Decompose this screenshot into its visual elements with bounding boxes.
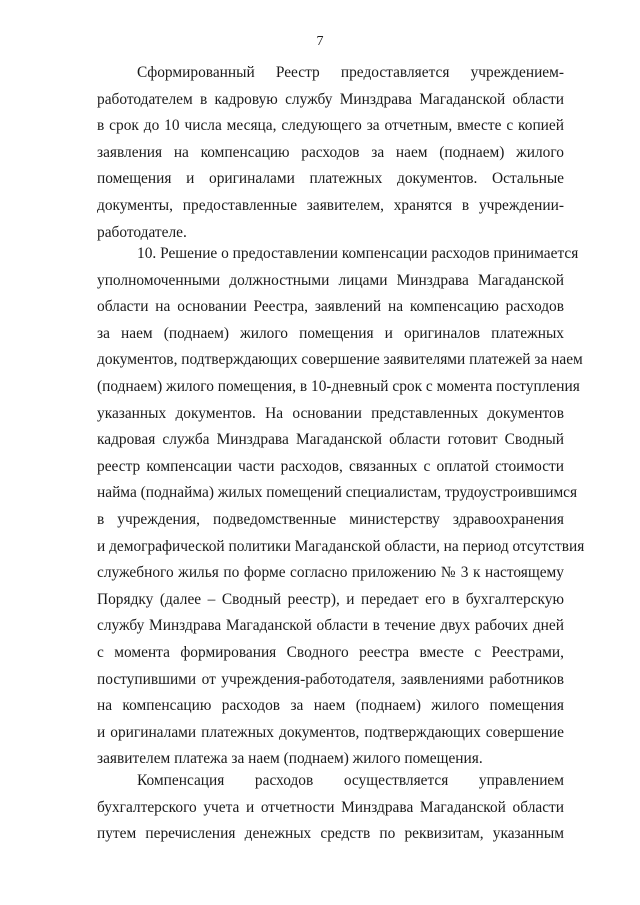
paragraph-2-line: кадровая служба Минздрава Магаданской области готовит Сводный — [97, 431, 564, 449]
paragraph-2-line: службу Минздрава Магаданской области в течение двух рабочих дней — [97, 617, 564, 635]
paragraph-2-line: уполномоченными должностными лицами Минздрава Магаданской — [97, 271, 564, 289]
paragraph-1-line: в срок до 10 числа месяца, следующего за отчетным, вместе с копией — [97, 117, 564, 135]
paragraph-2-line: служебного жилья по форме согласно приложению № 3 к настоящему — [97, 564, 564, 582]
paragraph-2-line: и демографической политики Магаданской области, на период отсутствия — [97, 537, 585, 555]
paragraph-2-line: за наем (поднаем) жилого помещения и оригиналов платежных — [97, 324, 564, 342]
paragraph-1-line: работодателем в кадровую службу Минздрава Магаданской области — [97, 90, 564, 108]
paragraph-1-line: помещения и оригиналами платежных документов. Остальные — [97, 170, 564, 188]
paragraph-1-line: документы, предоставленные заявителем, хранятся в учреждении- — [97, 197, 564, 214]
paragraph-2-line: найма (поднайма) жилых помещений специалистам, трудоустроившимся — [97, 484, 578, 502]
paragraph-2-line: 10. Решение о предоставлении компенсации расходов принимается — [137, 245, 579, 262]
paragraph-2-line: в учреждения, подведомственные министерству здравоохранения — [97, 511, 564, 528]
paragraph-1-line: Сформированный Реестр предоставляется учреждением- — [137, 64, 564, 81]
paragraph-2-line: на компенсацию расходов за наем (поднаем) жилого помещения — [97, 697, 564, 715]
paragraph-3-line: Компенсация расходов осуществляется управлением — [137, 772, 564, 789]
paragraph-2-line: (поднаем) жилого помещения, в 10-дневный срок с момента поступления — [97, 378, 580, 395]
paragraph-2-line: указанных документов. На основании представленных документов — [97, 404, 564, 422]
paragraph-2-line: области на основании Реестра, заявлений на компенсацию расходов — [97, 298, 564, 316]
paragraph-2-line: с момента формирования Сводного реестра вместе с Реестрами, — [97, 644, 564, 661]
page-number: 7 — [316, 34, 324, 49]
paragraph-2-line: документов, подтверждающих совершение заявителями платежей за наем — [97, 351, 583, 369]
paragraph-1-line: работодателе. — [97, 223, 187, 241]
paragraph-3-line: бухгалтерского учета и отчетности Минздрава Магаданской области — [97, 798, 564, 816]
paragraph-3-line: путем перечисления денежных средств по реквизитам, указанным — [97, 825, 564, 843]
paragraph-2-line: реестр компенсации части расходов, связанных с оплатой стоимости — [97, 457, 564, 475]
paragraph-2-line: заявителем платежа за наем (поднаем) жилого помещения. — [97, 750, 483, 768]
paragraph-2-line: и оригиналами платежных документов, подтверждающих совершение — [97, 723, 564, 741]
paragraph-2-line: Порядку (далее – Сводный реестр), и передает его в бухгалтерскую — [97, 590, 564, 608]
paragraph-2-line: поступившими от учреждения-работодателя, заявлениями работников — [97, 670, 564, 688]
paragraph-1-line: заявления на компенсацию расходов за наем (поднаем) жилого — [97, 143, 564, 161]
